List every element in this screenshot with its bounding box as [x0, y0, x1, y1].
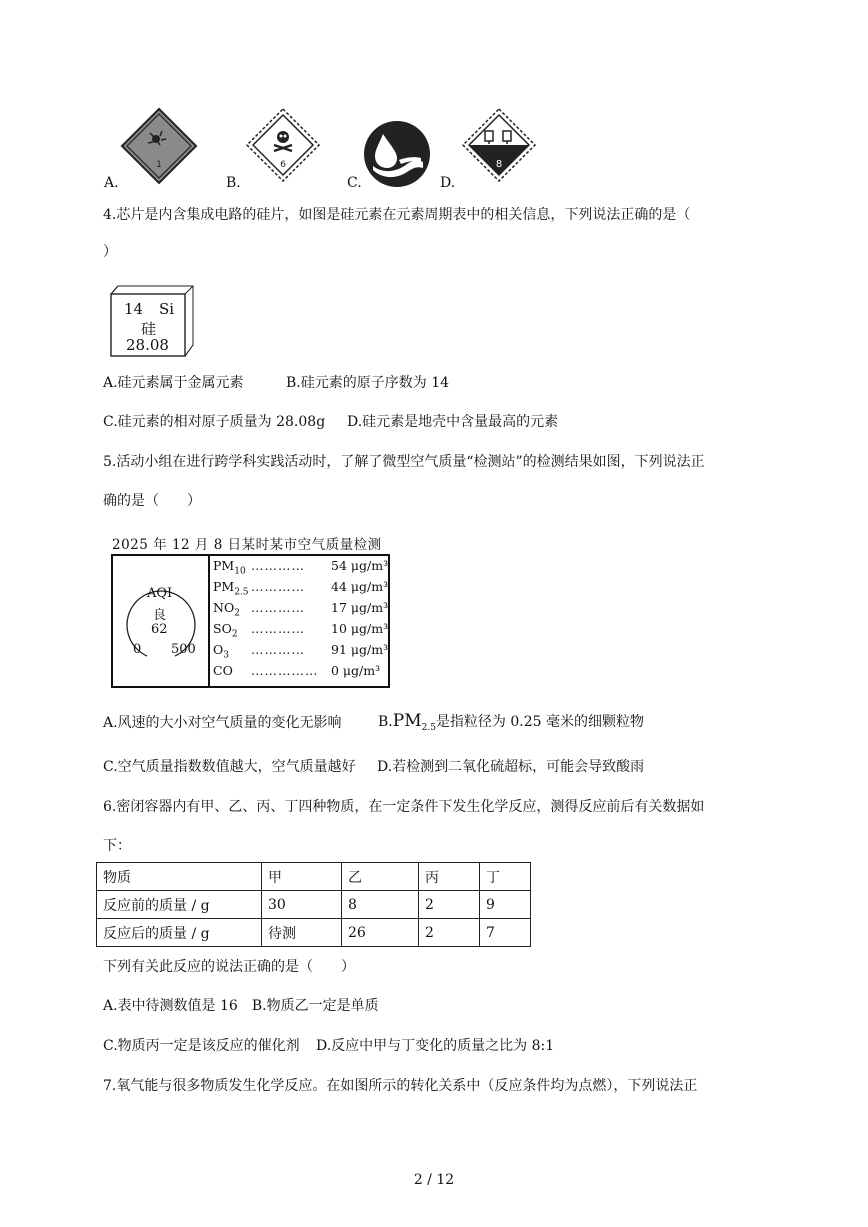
pollutant-value: 0 μg/m³	[331, 663, 381, 678]
toxic-hazard-icon	[245, 107, 321, 183]
pollutant-dots: …………	[251, 642, 305, 657]
q6-stem: 6.密闭容器内有甲、乙、丙、丁四种物质，在一定条件下发生化学反应，测得反应前后有关数据如	[103, 799, 705, 815]
table-header-cell: 物质	[97, 863, 262, 891]
pollutant-row	[213, 600, 389, 619]
table-cell: 7	[480, 919, 531, 947]
pollutant-row	[213, 642, 389, 661]
aqi-level: 良	[153, 608, 167, 623]
pollutant-sub: 2	[231, 629, 238, 640]
q5-option-b	[378, 711, 644, 738]
pollutant-value: 91 μg/m³	[331, 642, 389, 657]
q4-option-b: B.硅元素的原子序数为 14	[286, 375, 450, 391]
aqi-figure-title: 2025 年 12 月 8 日某时某市空气质量检测	[112, 537, 382, 553]
pollutant-sub: 10	[234, 566, 246, 577]
q6-stem-cont: 下：	[103, 838, 131, 854]
q5-stem-cont: 确的是（ ）	[103, 493, 201, 509]
mass-data-table	[96, 862, 531, 947]
q6-option-c: C.物质丙一定是该反应的催化剂	[103, 1038, 300, 1054]
pollutant-row	[213, 663, 379, 682]
element-name: 硅	[141, 320, 157, 338]
option-b-label: B.	[226, 175, 241, 191]
q6-question: 下列有关此反应的说法正确的是（ ）	[103, 959, 355, 975]
aqi-panel	[111, 554, 390, 688]
table-header-cell: 丁	[480, 863, 531, 891]
table-cell: 反应前的质量 / g	[97, 891, 262, 919]
pollutant-sub: 3	[223, 650, 229, 661]
aqi-label: AQI	[147, 586, 173, 601]
hazard-d-number: 8	[495, 159, 503, 170]
q4-stem-cont: ）	[103, 244, 117, 260]
pollutant-dots: …………	[251, 558, 305, 573]
q6-option-ab: A.表中待测数值是 16 B.物质乙一定是单质	[103, 998, 379, 1014]
q5-option-b-rest: 是指粒径为 0.25 毫米的细颗粒物	[435, 714, 645, 730]
q5-stem: 5.活动小组在进行跨学科实践活动时，了解了微型空气质量“检测站”的检测结果如图，下列说法正	[103, 454, 705, 470]
table-cell: 30	[262, 891, 342, 919]
explosive-hazard-icon	[120, 107, 198, 185]
aqi-scale-min: 0	[133, 642, 142, 657]
pollutant-name: CO	[213, 663, 233, 678]
atomic-number: 14	[124, 300, 144, 318]
pollutant-sub: 2	[234, 608, 240, 619]
option-a-label: A.	[104, 175, 119, 191]
table-header-row	[97, 863, 531, 891]
aqi-scale-max: 500	[171, 642, 196, 657]
page-number: 2 / 12	[413, 1172, 455, 1188]
pollutant-row	[213, 579, 389, 598]
water-saving-icon	[363, 120, 431, 188]
element-symbol: Si	[159, 300, 175, 318]
q4-option-d: D.硅元素是地壳中含量最高的元素	[347, 414, 559, 430]
aqi-divider	[208, 556, 210, 686]
q5-option-b-pm: PM	[392, 711, 422, 731]
table-cell: 待测	[262, 919, 342, 947]
q5-option-b-sub: 2.5	[421, 722, 436, 733]
pollutant-dots: …………	[251, 579, 305, 594]
pollutant-name: PM	[213, 579, 235, 594]
q5-option-a: A.风速的大小对空气质量的变化无影响	[103, 715, 342, 731]
option-c-label: C.	[347, 175, 362, 191]
table-cell: 9	[480, 891, 531, 919]
silicon-element-card	[110, 285, 194, 357]
hazard-b-number: 6	[280, 160, 286, 170]
q7-stem: 7.氧气能与很多物质发生化学反应。在如图所示的转化关系中（反应条件均为点燃），下列说法正	[103, 1078, 698, 1094]
hazard-a-number: 1	[156, 160, 162, 170]
table-cell: 2	[419, 919, 480, 947]
q5-option-b-prefix: B.	[378, 714, 393, 730]
atomic-mass: 28.08	[126, 336, 169, 354]
table-header-cell: 丙	[419, 863, 480, 891]
pollutant-dots: …………	[251, 621, 305, 636]
air-quality-figure	[110, 533, 390, 688]
pollutant-dots: ……………	[251, 663, 319, 678]
pollutant-name: O	[213, 642, 224, 657]
q5-option-d: D.若检测到二氧化硫超标，可能会导致酸雨	[377, 759, 645, 775]
q4-option-a: A.硅元素属于金属元素	[103, 375, 244, 391]
table-cell: 26	[342, 919, 419, 947]
pollutant-dots: …………	[251, 600, 305, 615]
pollutant-value: 44 μg/m³	[331, 579, 389, 594]
pollutant-value: 17 μg/m³	[331, 600, 389, 615]
pollutant-name: PM	[213, 558, 235, 573]
option-d-label: D.	[440, 175, 456, 191]
pollutant-row	[213, 621, 389, 640]
table-header-cell: 甲	[262, 863, 342, 891]
q5-option-c: C.空气质量指数数值越大，空气质量越好	[103, 759, 356, 775]
table-row	[97, 919, 531, 947]
pollutant-sub: 2.5	[234, 587, 249, 598]
table-cell: 反应后的质量 / g	[97, 919, 262, 947]
q4-option-c: C.硅元素的相对原子质量为 28.08g	[103, 414, 326, 430]
corrosive-hazard-icon	[461, 107, 537, 183]
pollutant-name: NO	[213, 600, 235, 615]
q6-option-d: D.反应中甲与丁变化的质量之比为 8:1	[316, 1038, 555, 1054]
aqi-value: 62	[151, 622, 168, 637]
pollutant-value: 54 μg/m³	[331, 558, 389, 573]
table-cell: 2	[419, 891, 480, 919]
table-header-cell: 乙	[342, 863, 419, 891]
pollutant-row	[213, 558, 389, 577]
q4-stem: 4.芯片是内含集成电路的硅片，如图是硅元素在元素周期表中的相关信息，下列说法正确的是（	[103, 207, 691, 223]
pollutant-value: 10 μg/m³	[331, 621, 389, 636]
pollutant-name: SO	[213, 621, 232, 636]
table-cell: 8	[342, 891, 419, 919]
table-row	[97, 891, 531, 919]
